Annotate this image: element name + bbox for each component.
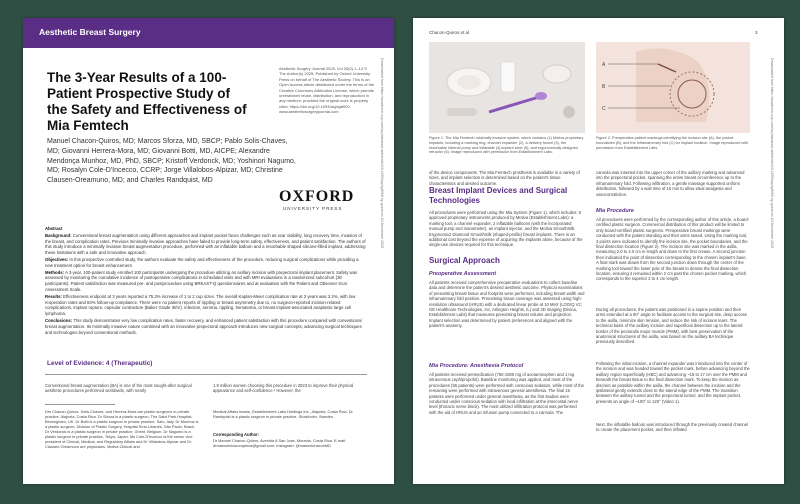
devices-paragraph: All procedures were performed using the Mia System (Figure 1), which includes: 6 approved proprietary instruments produced by Motiva (Establishment Labs): a marking tool, a channel expander, 2 inflatable balloons (with the incorporated manual pump and manometer), an implant injector, and the Motiva SmoothSilk Ergonomix2 Diamond SmoothSilk (shaped-profile) breast implants. There is an additional cost beyond the expense of acquiring the implants alone, because of the single-use devices required for this technique. <box>429 210 583 248</box>
affiliations-continued: Medical Affairs teams, Establishment Labs Holdings Inc., Alajuela, Costa Rica. Dr Randquist is a plastic surgeon in private practice, Stockholm, Sweden. <box>213 409 353 419</box>
section-banner <box>23 18 394 48</box>
banner-label: Aesthetic Breast Surgery <box>39 27 141 37</box>
section-heading-surgical-approach: Surgical Approach <box>429 256 500 265</box>
abstract-heading: Abstract <box>45 226 63 231</box>
left-column-intro: of the device components. The Mia Femtech prosthesis is available in a variety of sizes, and implant selection is determined based on the patient's tissue characteristics and desired outcome. <box>429 170 580 186</box>
paper-page-2 <box>413 18 784 484</box>
running-header: Chacon-Quiros et al <box>429 30 470 35</box>
svg-text:B: B <box>602 84 606 90</box>
author-list: Manuel Chacon-Quiros, MD; Marcos Sforza, MD, SBCP; Pablo Solis-Chaves, MD; Giovanni Herrera-Mora, MD; Giovanni Botti, MD, AICPE; Alexandre Mendonça Munhoz, MD, PhD, SBCP; Kristoff Verdonck, MD; Yoshinori Nagumo, MD; Rosalyn Cole-D'Incecco, CCRP; Jorge Villalobos-Alpizar, MD; Christine Clausen-Oreamuno, MD; and Charles Randquist, MD <box>47 138 296 185</box>
svg-text:A: A <box>602 62 606 68</box>
page-number: 3 <box>755 30 758 35</box>
abstract-paragraph: Conclusions: This study demonstrates very low complication rates, faster recovery, and enhanced patient satisfaction with this procedure compared with conventional breast augmentation. Its minimally invasive nature combined with an innovative prepectoral approach introduces new surgical concepts, advancing surgical techniques and technologies beyond conventional methods. <box>45 317 362 335</box>
section-heading-devices: Breast Implant Devices and Surgical Technologies <box>429 186 568 205</box>
figure-1-caption: Figure 1. The Mia Femtech minimally invasive system, which contains (1) Motiva proprietary implants, including a marking ring, channel expander (2), a delivery funnel (3), the resorbable internal pump and inflatable (4) implant sizer (5), and ergonomically designed retractor (6). Image reproduced with permission from Establishment Labs. <box>429 136 584 155</box>
right-column-intro: cannula was inserted into the upper corner of the axillary marking and advanced into the prepectoral pocket, spanning the entire breast circumference up to the inframammary fold. Following infiltration, a gentle massage supported uniform distribution, followed by a wait time of 15 min to allow ideal analgesia and vasoconstriction. <box>596 170 745 197</box>
body-left-column: Conventional breast augmentation (BA) is one of the most sought-after surgical aesthetic procedures performed worldwide, with nearly <box>45 383 192 394</box>
divider <box>45 374 367 375</box>
positioning-paragraph: During all procedures, the patient was positioned in a supine position and their arms extended at a 90° angle to facilitate access to the surgical site, deep access to the axilla, minimize skin tension, and reduce the risk of incision tears. The technical basis of the axillary incision and superficial dissection up to the lateral border of the pectoralis major muscle (PMM), with best preservation of the anatomical structures of the axilla, was based on the axillary BA technique previously described. <box>596 307 747 345</box>
figure-2-markings-illustration <box>596 42 750 133</box>
anesthesia-paragraph: All patients received premedication (750-1500 mg of acetaminophen and 1 mg intravenous ceph/propofol). Baseline monitoring was applied, and most of the procedures (55 patients) were performed with conscious sedation, while most of the remaining were performed with intravenous general anesthesia. The final 15 patients were performed under general anesthesia, as the first studies were conducted under conscious sedation with local infiltration at the intercostal nerve level (thoracic nerve block). The most utilized infiltration protocol was performed with the aid of HRUS and an infusion pump connected to a cannula. The <box>429 372 585 415</box>
oxford-logo: OXFORD <box>279 188 355 205</box>
footnote-rule <box>45 404 115 405</box>
breast-markings-diagram <box>596 42 750 133</box>
download-watermark: Downloaded from https://academic.oup.com/asj/advance-article/doi/10.1093/asj/sjaf000 by guest on 10 December 2025 <box>770 58 774 249</box>
corresponding-author-heading: Corresponding Author: <box>213 432 260 437</box>
download-watermark: Downloaded from https://academic.oup.com/asj/advance-article/doi/10.1093/asj/sjaf000 by guest on 10 December 2025 <box>380 58 384 249</box>
oxford-logo-subtitle: UNIVERSITY PRESS <box>283 206 343 211</box>
level-of-evidence: Level of Evidence: 4 (Therapeutic) <box>47 360 153 367</box>
article-title: The 3-Year Results of a 100-Patient Prospective Study of the Safety and Effectiveness of Mia Femtech <box>47 70 247 133</box>
abstract-paragraph: Background: Conventional breast augmentation using different approaches and implant pocket faces challenges such as scar visibility, long recovery time, invasion of the breast, and complication rates. Previous minimally invasive approaches have failed to provide long-term safety, effectiveness, and patient satisfaction. The authors of this study introduce a minimally invasive breast augmentation procedure, performed with an inflatable balloon and a resorbable shaped silicone-filled implant, addressing these limitations with a safe and innovative approach. <box>45 232 366 256</box>
subsection-heading-anesthesia: Mia Procedure: Anesthesia Protocol <box>429 363 524 369</box>
abstract <box>45 226 367 336</box>
paper-page-1 <box>23 18 394 484</box>
abstract-paragraph: Results: Effectiveness endpoint at 3 years reported a 75.3% increase of 1 to 2 cup sizes. The overall Kaplan-Meier complication rate at 3 years was 3.2%, with low reoperation rates and 83% follow-up compliance. There were no patient reports of rippling or breast asymmetry due to, no surgeon-reported incision-related complications, implant rupture, capsular contracture (Baker Grade III/IV), infection, seroma, rippling, hematoma, or breast implant-associated anaplastic large cell lymphoma. <box>45 293 356 317</box>
abstract-paragraph: Methods: A 3-year, 100-patient study enrolled 100 participants undergoing the procedure utilizing an axillary incision with prepectoral implant placement. Safety was assessed by monitoring the cumulative incidence of postoperative complications in scheduled visits and with MRI evaluations in a randomized subcohort (30 participants). Patient satisfaction was measured pre- and postprocedure using BREAST-Q questionnaires and at evaluation with the Patient and Observer Scar Assessment Scale. <box>45 269 358 292</box>
figure-2-caption: Figure 2. Preoperative patient markings identifying the incision site (A), the pocket boundaries (B), and the inframammary fold (C) for implant location. Image reproduced with permission from Establishment Labs. <box>596 136 749 150</box>
affiliations: Drs Chacon-Quiros, Solis-Chaves, and Herrera-Mora are plastic surgeons in private practice, Alajuela, Costa Rica. Dr Sforza is a plastic surgeon, The Dalvi Park Hospital, Birmingham, UK. Dr Botti is a plastic surgeon in private practice, Salò, Italy. Dr Munhoz is a plastic surgeon, Division of Plastic Surgery, Hospital Sírio-Libanês, São Paulo, Brazil. Dr Verdonck is a plastic surgeon in private practice, Ghent, Belgium. Dr Nagumo is a plastic surgeon in private practice, Tokyo, Japan. Ms Cole-D'Incecco is the senior vice president of Clinical, Medical, and Regulatory Affairs and Dr Villalobos-Alpizar and Dr Clausen-Oreamuno are physicians, Motiva Clinical and <box>45 409 199 449</box>
device-components-illustration <box>429 42 585 133</box>
subsection-heading-mia-procedure: Mia Procedure <box>596 208 634 214</box>
corresponding-author: Dr Manuel Chacon-Quiros, Avenida 8 San Jose, Moravia, Costa Rica. E-mail: drmanuelchaconquiros@gmail.com; Instagram: @manuelchaconMD <box>213 438 347 448</box>
abstract-paragraph: Objectives: In this prospective controlled study, the authors evaluate the safety and effectiveness of the procedure, reducing surgical complications while providing a new treatment option for breast enhancement. <box>45 256 359 268</box>
preoperative-paragraph: All patients received comprehensive preoperative evaluations to collect baseline data and determine the patient's desired aesthetic outcome. Physical examinations of preexisting breast tissue and footprint were performed, including breast width and inframammary fold position. Preexisting tissue coverage was assessed using high-resolution ultrasound (HRUS) with a dedicated linear probe at 10 MHz (LOGIQ V2; GE Healthcare Technologies, Inc, Arlington Heights, IL) and 3D imaging (Divina, Establishment Labs) that measures preexisting breast volume and projection. Implant selection was determined by patient preferences and aligned with the patient's anatomy. <box>429 280 585 329</box>
svg-text:C: C <box>602 106 606 112</box>
mia-procedure-paragraph: All procedures were performed by the corresponding author of this article, a board-certified plastic surgeon. Commercial distribution of this product will be limited to only board-certified plastic surgeons. Preoperative breast markings were conducted with the patient standing and their arms raised. Using the marking tool, 3 points were indicated to identify the incision site, the pocket boundaries, and the final dissection location (Figure 2). The incision site was marked in the axilla, measuring 2.0 to 4.0 cm in length and down to the first crease. A second junction then indicated the point of dissection corresponding to the chosen implant's base. A final mark was drawn from the second junction down through the center of the marking tool toward the lower pole of the breast to denote the final dissection location, ensuring it remained within 2 cm past the chosen pocket marking, which corresponds to the superior 3 to 4 cm length. <box>596 217 750 282</box>
subsection-heading-preoperative: Preoperative Assessment <box>429 271 497 277</box>
publication-info: Aesthetic Surgery Journal 2025, Vol 00(0) 1–13 © The Author(s) 2025. Published by Oxford University Press on behalf of The Aesthetic Society. This is an Open Access article distributed under the terms of the Creative Commons Attribution License, which permits unrestricted reuse, distribution, and reproduction in any medium, provided the original work is properly cited. https://doi.org/10.1093/asj/sjaf000 www.aestheticsurgeryjournal.com <box>279 66 375 115</box>
figure-1-device-photo <box>429 42 585 133</box>
channel-expander-paragraph: Following the initial incision, a channel expander was introduced into the center of the incision and was headed toward the pocket mark, before advancing beyond the axillary region superficially (HBC) and advancing ~15 to 17 cm over the PMM and beneath the breast tissue to the final dissection mark. To keep the incision as discreet as possible within the axilla, the channel between the incision and the ipsilateral gently extends close to the lateral edge of the PMM. The transition between the axillary tunnel and the prepectoral tunnel, and the implant pocket, presents an angle of ~100° to 120° (Video 1). <box>596 361 750 404</box>
balloon-paragraph: Next, the inflatable balloon was introduced through the previously created channel to create the placement pocket, and then inflated <box>596 422 749 433</box>
body-right-column: 1.9 million women choosing this procedure in 2023 to improve their physical appearance and self-confidence.¹ However, the <box>213 383 354 394</box>
